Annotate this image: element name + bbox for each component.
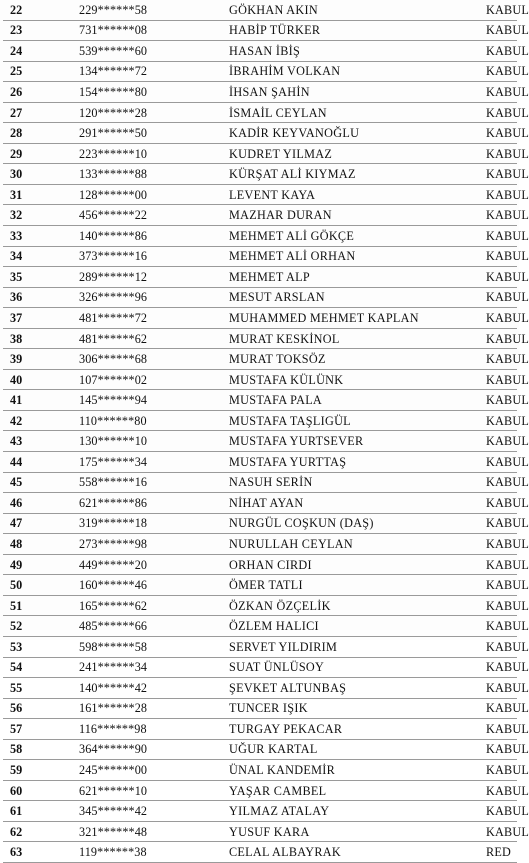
status-text: KABUL bbox=[464, 780, 517, 801]
row-number: 48 bbox=[3, 534, 58, 555]
row-number: 40 bbox=[3, 369, 58, 390]
person-name: YUSUF KARA bbox=[229, 821, 464, 842]
row-number: 54 bbox=[3, 657, 58, 678]
status-text: KABUL bbox=[464, 143, 517, 164]
row-number: 27 bbox=[3, 102, 58, 123]
status-text: KABUL bbox=[464, 20, 517, 41]
row-number: 26 bbox=[3, 82, 58, 103]
person-name: MUSTAFA YURTTAŞ bbox=[229, 452, 464, 473]
table-row bbox=[3, 493, 517, 514]
person-name: ÖMER TATLI bbox=[229, 575, 464, 596]
row-number: 53 bbox=[3, 636, 58, 657]
status-text: KABUL bbox=[464, 0, 517, 20]
row-number: 31 bbox=[3, 184, 58, 205]
row-number: 23 bbox=[3, 20, 58, 41]
person-name: MUHAMMED MEHMET KAPLAN bbox=[229, 308, 464, 329]
person-name: YAŞAR CAMBEL bbox=[229, 780, 464, 801]
row-number: 24 bbox=[3, 41, 58, 62]
person-name: TURGAY PEKACAR bbox=[229, 719, 464, 740]
row-number: 43 bbox=[3, 431, 58, 452]
status-text: RED bbox=[464, 842, 517, 863]
person-name: LEVENT KAYA bbox=[229, 184, 464, 205]
person-name: HASAN İBİŞ bbox=[229, 41, 464, 62]
row-number: 41 bbox=[3, 390, 58, 411]
masked-id-number: 319******18 bbox=[58, 513, 229, 534]
person-name: GÖKHAN AKIN bbox=[229, 0, 464, 20]
masked-id-number: 245******00 bbox=[58, 760, 229, 781]
table-row bbox=[3, 184, 517, 205]
table-row bbox=[3, 472, 517, 493]
status-text: KABUL bbox=[464, 616, 517, 637]
table-row bbox=[3, 452, 517, 473]
table-row bbox=[3, 534, 517, 555]
person-name: ÖZKAN ÖZÇELİK bbox=[229, 595, 464, 616]
table-row bbox=[3, 513, 517, 534]
table-row bbox=[3, 842, 517, 863]
person-name: İSMAİL CEYLAN bbox=[229, 102, 464, 123]
status-text: KABUL bbox=[464, 513, 517, 534]
masked-id-number: 229******58 bbox=[58, 0, 229, 20]
table-row bbox=[3, 328, 517, 349]
masked-id-number: 165******62 bbox=[58, 595, 229, 616]
masked-id-number: 485******66 bbox=[58, 616, 229, 637]
table-row bbox=[3, 760, 517, 781]
row-number: 47 bbox=[3, 513, 58, 534]
person-name: İBRAHİM VOLKAN bbox=[229, 61, 464, 82]
person-name: UĞUR KARTAL bbox=[229, 739, 464, 760]
status-text: KABUL bbox=[464, 184, 517, 205]
masked-id-number: 291******50 bbox=[58, 123, 229, 144]
masked-id-number: 119******38 bbox=[58, 842, 229, 863]
person-name: ÖZLEM HALICI bbox=[229, 616, 464, 637]
status-text: KABUL bbox=[464, 801, 517, 822]
table-row bbox=[3, 308, 517, 329]
masked-id-number: 140******86 bbox=[58, 226, 229, 247]
masked-id-number: 128******00 bbox=[58, 184, 229, 205]
row-number: 32 bbox=[3, 205, 58, 226]
results-table bbox=[3, 0, 529, 863]
table-row bbox=[3, 636, 517, 657]
person-name: MUSTAFA YURTSEVER bbox=[229, 431, 464, 452]
person-name: KADİR KEYVANOĞLU bbox=[229, 123, 464, 144]
masked-id-number: 289******12 bbox=[58, 267, 229, 288]
table-row bbox=[3, 719, 517, 740]
row-number: 56 bbox=[3, 698, 58, 719]
masked-id-number: 306******68 bbox=[58, 349, 229, 370]
status-text: KABUL bbox=[464, 595, 517, 616]
row-number: 44 bbox=[3, 452, 58, 473]
status-text: KABUL bbox=[464, 636, 517, 657]
person-name: MEHMET ALİ ORHAN bbox=[229, 246, 464, 267]
status-text: KABUL bbox=[464, 226, 517, 247]
row-number: 52 bbox=[3, 616, 58, 637]
masked-id-number: 326******96 bbox=[58, 287, 229, 308]
masked-id-number: 154******80 bbox=[58, 82, 229, 103]
row-number: 45 bbox=[3, 472, 58, 493]
status-text: KABUL bbox=[464, 472, 517, 493]
masked-id-number: 130******10 bbox=[58, 431, 229, 452]
table-row bbox=[3, 287, 517, 308]
masked-id-number: 621******10 bbox=[58, 780, 229, 801]
table-row bbox=[3, 554, 517, 575]
table-row bbox=[3, 369, 517, 390]
row-number: 22 bbox=[3, 0, 58, 20]
masked-id-number: 364******90 bbox=[58, 739, 229, 760]
table-row bbox=[3, 678, 517, 699]
table-row bbox=[3, 657, 517, 678]
row-number: 30 bbox=[3, 164, 58, 185]
status-text: KABUL bbox=[464, 431, 517, 452]
masked-id-number: 134******72 bbox=[58, 61, 229, 82]
row-number: 28 bbox=[3, 123, 58, 144]
masked-id-number: 598******58 bbox=[58, 636, 229, 657]
row-number: 59 bbox=[3, 760, 58, 781]
person-name: SUAT ÜNLÜSOY bbox=[229, 657, 464, 678]
table-row bbox=[3, 575, 517, 596]
table-row bbox=[3, 698, 517, 719]
table-row bbox=[3, 0, 517, 20]
row-number: 63 bbox=[3, 842, 58, 863]
masked-id-number: 345******42 bbox=[58, 801, 229, 822]
masked-id-number: 161******28 bbox=[58, 698, 229, 719]
results-table-body bbox=[3, 0, 529, 862]
status-text: KABUL bbox=[464, 82, 517, 103]
table-row bbox=[3, 595, 517, 616]
person-name: NURGÜL COŞKUN (DAŞ) bbox=[229, 513, 464, 534]
row-number: 49 bbox=[3, 554, 58, 575]
table-row bbox=[3, 123, 517, 144]
masked-id-number: 321******48 bbox=[58, 821, 229, 842]
row-number: 34 bbox=[3, 246, 58, 267]
status-text: KABUL bbox=[464, 719, 517, 740]
status-text: KABUL bbox=[464, 821, 517, 842]
person-name: MEHMET ALİ GÖKÇE bbox=[229, 226, 464, 247]
person-name: MESUT ARSLAN bbox=[229, 287, 464, 308]
status-text: KABUL bbox=[464, 410, 517, 431]
status-text: KABUL bbox=[464, 61, 517, 82]
person-name: MURAT KESKİNOL bbox=[229, 328, 464, 349]
status-text: KABUL bbox=[464, 349, 517, 370]
masked-id-number: 160******46 bbox=[58, 575, 229, 596]
person-name: MURAT TOKSÖZ bbox=[229, 349, 464, 370]
table-row bbox=[3, 410, 517, 431]
status-text: KABUL bbox=[464, 554, 517, 575]
masked-id-number: 120******28 bbox=[58, 102, 229, 123]
status-text: KABUL bbox=[464, 164, 517, 185]
status-text: KABUL bbox=[464, 575, 517, 596]
row-number: 25 bbox=[3, 61, 58, 82]
person-name: CELAL ALBAYRAK bbox=[229, 842, 464, 863]
status-text: KABUL bbox=[464, 205, 517, 226]
masked-id-number: 110******80 bbox=[58, 410, 229, 431]
status-text: KABUL bbox=[464, 267, 517, 288]
person-name: ÜNAL KANDEMİR bbox=[229, 760, 464, 781]
status-text: KABUL bbox=[464, 698, 517, 719]
status-text: KABUL bbox=[464, 123, 517, 144]
table-row bbox=[3, 20, 517, 41]
row-number: 50 bbox=[3, 575, 58, 596]
person-name: KÜRŞAT ALİ KIYMAZ bbox=[229, 164, 464, 185]
row-number: 33 bbox=[3, 226, 58, 247]
status-text: KABUL bbox=[464, 390, 517, 411]
table-row bbox=[3, 801, 517, 822]
status-text: KABUL bbox=[464, 452, 517, 473]
table-row bbox=[3, 246, 517, 267]
person-name: İHSAN ŞAHİN bbox=[229, 82, 464, 103]
table-row bbox=[3, 739, 517, 760]
person-name: NASUH SERİN bbox=[229, 472, 464, 493]
row-number: 62 bbox=[3, 821, 58, 842]
status-text: KABUL bbox=[464, 246, 517, 267]
status-text: KABUL bbox=[464, 678, 517, 699]
table-row bbox=[3, 164, 517, 185]
person-name: HABİP TÜRKER bbox=[229, 20, 464, 41]
status-text: KABUL bbox=[464, 657, 517, 678]
status-text: KABUL bbox=[464, 369, 517, 390]
status-text: KABUL bbox=[464, 493, 517, 514]
table-row bbox=[3, 82, 517, 103]
row-number: 36 bbox=[3, 287, 58, 308]
masked-id-number: 175******34 bbox=[58, 452, 229, 473]
masked-id-number: 107******02 bbox=[58, 369, 229, 390]
row-number: 61 bbox=[3, 801, 58, 822]
status-text: KABUL bbox=[464, 308, 517, 329]
row-number: 57 bbox=[3, 719, 58, 740]
masked-id-number: 373******16 bbox=[58, 246, 229, 267]
person-name: KUDRET YILMAZ bbox=[229, 143, 464, 164]
table-row bbox=[3, 205, 517, 226]
table-row bbox=[3, 61, 517, 82]
masked-id-number: 621******86 bbox=[58, 493, 229, 514]
row-number: 51 bbox=[3, 595, 58, 616]
table-row bbox=[3, 349, 517, 370]
row-number: 58 bbox=[3, 739, 58, 760]
person-name: MAZHAR DURAN bbox=[229, 205, 464, 226]
row-number: 55 bbox=[3, 678, 58, 699]
masked-id-number: 539******60 bbox=[58, 41, 229, 62]
masked-id-number: 731******08 bbox=[58, 20, 229, 41]
table-row bbox=[3, 102, 517, 123]
row-number: 29 bbox=[3, 143, 58, 164]
status-text: KABUL bbox=[464, 41, 517, 62]
masked-id-number: 241******34 bbox=[58, 657, 229, 678]
table-row bbox=[3, 431, 517, 452]
table-row bbox=[3, 267, 517, 288]
table-row bbox=[3, 390, 517, 411]
row-number: 39 bbox=[3, 349, 58, 370]
person-name: MUSTAFA PALA bbox=[229, 390, 464, 411]
person-name: MUSTAFA TAŞLIGÜL bbox=[229, 410, 464, 431]
row-number: 42 bbox=[3, 410, 58, 431]
masked-id-number: 456******22 bbox=[58, 205, 229, 226]
masked-id-number: 116******98 bbox=[58, 719, 229, 740]
masked-id-number: 145******94 bbox=[58, 390, 229, 411]
table-row bbox=[3, 41, 517, 62]
row-number: 46 bbox=[3, 493, 58, 514]
person-name: MEHMET ALP bbox=[229, 267, 464, 288]
row-number: 60 bbox=[3, 780, 58, 801]
person-name: ŞEVKET ALTUNBAŞ bbox=[229, 678, 464, 699]
table-row bbox=[3, 616, 517, 637]
table-row bbox=[3, 226, 517, 247]
status-text: KABUL bbox=[464, 102, 517, 123]
status-text: KABUL bbox=[464, 328, 517, 349]
masked-id-number: 223******10 bbox=[58, 143, 229, 164]
person-name: NURULLAH CEYLAN bbox=[229, 534, 464, 555]
row-number: 35 bbox=[3, 267, 58, 288]
masked-id-number: 481******62 bbox=[58, 328, 229, 349]
masked-id-number: 481******72 bbox=[58, 308, 229, 329]
row-number: 37 bbox=[3, 308, 58, 329]
person-name: TUNCER IŞIK bbox=[229, 698, 464, 719]
status-text: KABUL bbox=[464, 287, 517, 308]
masked-id-number: 140******42 bbox=[58, 678, 229, 699]
masked-id-number: 558******16 bbox=[58, 472, 229, 493]
table-row bbox=[3, 780, 517, 801]
person-name: NİHAT AYAN bbox=[229, 493, 464, 514]
table-row bbox=[3, 143, 517, 164]
status-text: KABUL bbox=[464, 739, 517, 760]
masked-id-number: 273******98 bbox=[58, 534, 229, 555]
person-name: SERVET YILDIRIM bbox=[229, 636, 464, 657]
masked-id-number: 449******20 bbox=[58, 554, 229, 575]
masked-id-number: 133******88 bbox=[58, 164, 229, 185]
row-number: 38 bbox=[3, 328, 58, 349]
status-text: KABUL bbox=[464, 534, 517, 555]
person-name: MUSTAFA KÜLÜNK bbox=[229, 369, 464, 390]
person-name: ORHAN CIRDI bbox=[229, 554, 464, 575]
table-row bbox=[3, 821, 517, 842]
person-name: YILMAZ ATALAY bbox=[229, 801, 464, 822]
status-text: KABUL bbox=[464, 760, 517, 781]
